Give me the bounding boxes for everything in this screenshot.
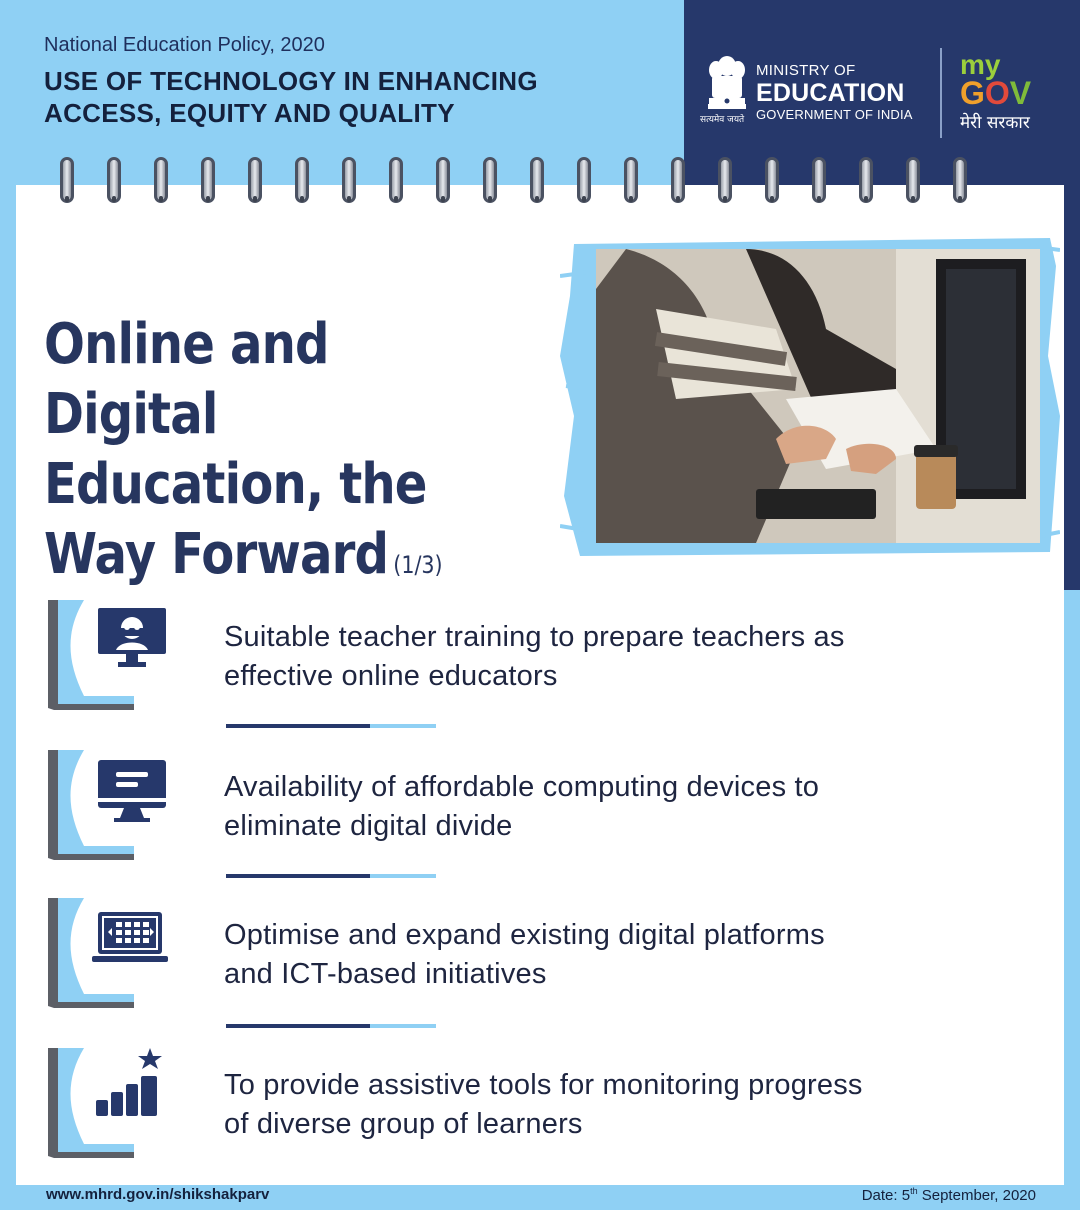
- progress-bars-star-icon: [94, 1048, 168, 1118]
- item-separator: [226, 724, 436, 728]
- ring-icon: [436, 157, 450, 203]
- ring-icon: [154, 157, 168, 203]
- ring-icon: [765, 157, 779, 203]
- item-text-line-1: Optimise and expand existing digital platforms: [224, 919, 825, 951]
- ring-icon: [483, 157, 497, 203]
- footer-date: [862, 1186, 1036, 1204]
- item-text: [224, 618, 1024, 696]
- ring-icon: [624, 157, 638, 203]
- ministry-logo-text: [756, 62, 913, 122]
- item-separator: [226, 874, 436, 878]
- laptop-platform-icon: [92, 910, 168, 964]
- item-text: [224, 768, 1024, 846]
- ring-icon: [295, 157, 309, 203]
- mygov-logo: [960, 49, 1032, 133]
- students-at-computer-photo: [596, 249, 1040, 543]
- headline: [44, 65, 538, 129]
- mygov-gov: [960, 75, 1032, 111]
- item-text: [224, 1066, 1024, 1144]
- list-item: [44, 750, 1044, 880]
- headline-line-2: ACCESS, EQUITY AND QUALITY: [44, 98, 455, 128]
- title-line-2: Education, the: [44, 452, 427, 517]
- footer-url: www.mhrd.gov.in/shikshakparv: [46, 1186, 270, 1203]
- part-indicator: (1/3): [393, 551, 443, 579]
- title-line-3: [44, 520, 474, 600]
- policy-eyebrow: National Education Policy, 2020: [44, 34, 325, 56]
- item-text-line-1: To provide assistive tools for monitoring progress: [224, 1069, 863, 1101]
- spiral-binding: [60, 157, 1000, 207]
- list-item: [44, 1048, 1044, 1178]
- teacher-monitor-icon: [96, 606, 168, 672]
- logo-divider: [940, 48, 942, 138]
- ring-icon: [577, 157, 591, 203]
- item-text-line-2: effective online educators: [224, 660, 558, 692]
- ministry-line-2: EDUCATION: [756, 79, 905, 107]
- item-text-line-2: and ICT-based initiatives: [224, 958, 547, 990]
- ministry-line-1: MINISTRY OF: [756, 62, 856, 79]
- list-item: [44, 600, 1044, 730]
- ring-icon: [389, 157, 403, 203]
- ring-icon: [859, 157, 873, 203]
- page-title: [44, 310, 474, 600]
- computer-monitor-icon: [96, 758, 168, 824]
- mygov-o: O: [984, 75, 1010, 111]
- date-superscript: th: [910, 1186, 918, 1196]
- headline-line-1: USE OF TECHNOLOGY IN ENHANCING: [44, 66, 538, 96]
- emblem-motto: सत्यमेव जयते: [700, 115, 745, 125]
- mygov-hindi: मेरी सरकार: [960, 113, 1030, 133]
- ring-icon: [953, 157, 967, 203]
- ministry-line-3: GOVERNMENT OF INDIA: [756, 107, 913, 122]
- date-suffix: September, 2020: [917, 1187, 1036, 1204]
- ring-icon: [248, 157, 262, 203]
- item-separator: [226, 1024, 436, 1028]
- item-text-line-1: Availability of affordable computing devices to: [224, 771, 820, 803]
- ring-icon: [530, 157, 544, 203]
- ring-icon: [60, 157, 74, 203]
- ring-icon: [342, 157, 356, 203]
- item-text-line-2: of diverse group of learners: [224, 1108, 583, 1140]
- ring-icon: [906, 157, 920, 203]
- mygov-my: my: [960, 49, 1001, 80]
- mygov-g: G: [960, 75, 985, 111]
- ring-icon: [718, 157, 732, 203]
- item-text-line-2: eliminate digital divide: [224, 810, 513, 842]
- ring-icon: [201, 157, 215, 203]
- date-prefix: Date: 5: [861, 1187, 911, 1204]
- ring-icon: [812, 157, 826, 203]
- header: [44, 34, 538, 129]
- ring-icon: [671, 157, 685, 203]
- list-item: [44, 898, 1044, 1028]
- title-line-3-text: Way Forward: [44, 522, 389, 587]
- title-line-1: Online and Digital: [44, 312, 329, 447]
- photo-illustration: [596, 249, 1040, 543]
- ring-icon: [107, 157, 121, 203]
- item-text: [224, 916, 1024, 994]
- item-text-line-1: Suitable teacher training to prepare teachers as: [224, 621, 845, 653]
- mygov-v: V: [1009, 75, 1032, 111]
